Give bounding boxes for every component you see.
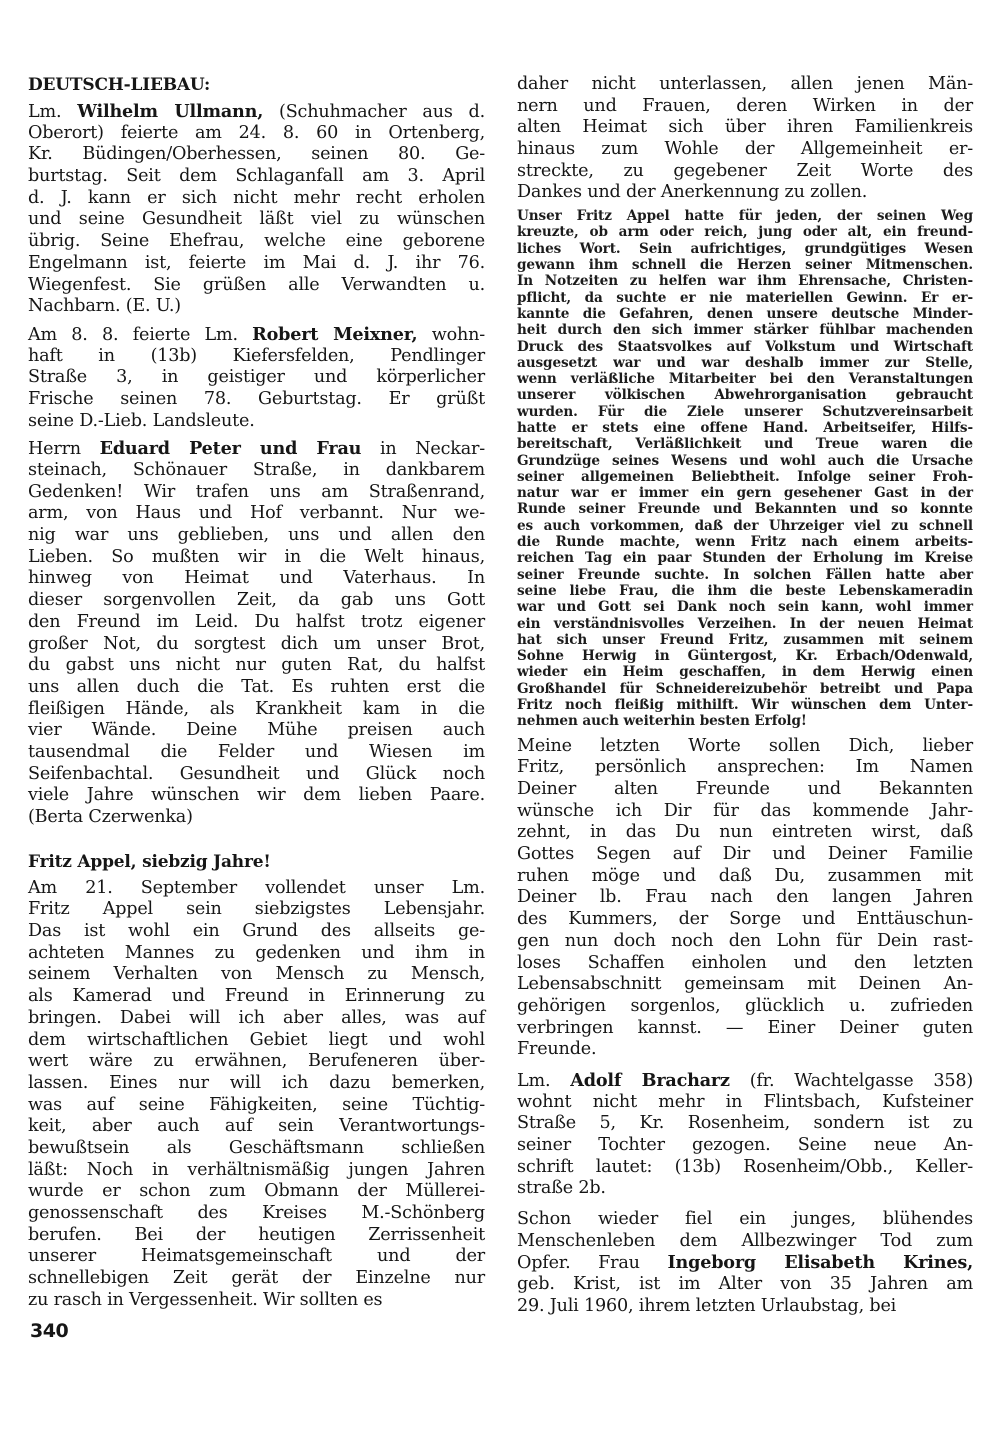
text-run: daher nicht unterlassen, allen jenen Män- [517, 74, 973, 94]
text-line [28, 525, 485, 547]
text-run: seiner Tochter gezogen. Seine neue An- [517, 1135, 973, 1155]
text-run: Straße 3, in geistiger und körperlicher [28, 367, 485, 388]
text-line [28, 482, 485, 504]
text-line [28, 1268, 485, 1290]
paragraph [28, 101, 485, 318]
text-line [28, 367, 485, 389]
text-run: hinaus zum Wohle der Allgemeinheit er- [517, 139, 973, 160]
article-continuation [517, 74, 973, 204]
text-line [517, 736, 973, 758]
text-line [28, 438, 485, 460]
text-line [517, 1113, 973, 1135]
text-line [517, 1209, 973, 1231]
text-line [517, 518, 973, 534]
text-run: unserer Heimatsgemeinschaft und der [28, 1246, 485, 1267]
text-line [28, 699, 485, 721]
text-line [517, 273, 973, 289]
text-run: Nachbarn. (E. U.) [28, 296, 181, 317]
text-line [517, 290, 973, 306]
text-run: seine liebe Frau, die ihm die beste Lebenskameradin [517, 582, 973, 599]
text-run: ruhen möge und daß Du, zusammen mit [517, 865, 973, 886]
text-run: den Freund im Leid. Du halfst trotz eigener [28, 611, 485, 632]
bold-name: Ingeborg Elisabeth Krines, [667, 1252, 973, 1274]
text-line [28, 188, 485, 210]
text-line [517, 648, 973, 664]
article-body [28, 878, 485, 1312]
text-run: streckte, zu gegebener Zeit Worte des [517, 160, 973, 181]
text-run: was auf seine Fähigkeiten, seine Tüchtig- [28, 1094, 485, 1115]
text-line [28, 785, 485, 807]
text-line [517, 208, 973, 224]
text-run: 29. Juli 1960, ihrem letzten Urlaubstag, bei [517, 1295, 897, 1316]
text-line [517, 436, 973, 452]
text-run: wohnt nicht mehr in Flintsbach, Kufsteiner [517, 1091, 973, 1112]
text-run: (Berta Czerwenka) [28, 807, 193, 827]
text-run: großer Not, du sorgtest dich um unser Brot, [28, 633, 485, 654]
text-run: vier Wände. Deine Mühe preisen auch [28, 720, 485, 741]
text-run: Das ist wohl ein Grund des allseits ge- [28, 921, 485, 942]
text-line [28, 296, 485, 318]
text-line [517, 931, 973, 953]
text-run: schrift lautet: (13b) Rosenheim/Obb., Keller- [517, 1156, 973, 1177]
text-run: Lm. [517, 1070, 571, 1091]
text-run: du gabst uns nicht nur guten Rat, du halfst [28, 655, 485, 676]
text-line [28, 1051, 485, 1073]
paragraph [517, 208, 973, 730]
text-line [28, 1095, 485, 1117]
text-line [517, 1135, 973, 1157]
text-run: d. J. kann er sich nicht mehr recht erholen [28, 187, 485, 208]
article-tribute-smallprint [517, 208, 973, 730]
text-line [28, 764, 485, 786]
text-run: gen nun doch noch den Lohn für Dein rast- [517, 930, 973, 951]
right-column [517, 74, 973, 1327]
text-line [28, 1203, 485, 1225]
text-run: liches Wort. Sein aufrichtiges, grundgütiges Wesen [517, 240, 973, 257]
text-line [517, 681, 973, 697]
bold-name: Robert Meixner, [252, 323, 418, 345]
text-run: Lieben. So mußten wir in die Welt hinaus, [28, 546, 485, 567]
text-line [517, 616, 973, 632]
text-line [517, 550, 973, 566]
text-line [517, 161, 973, 183]
text-line [517, 822, 973, 844]
text-run: Seifenbachtal. Gesundheit und Glück noch [28, 763, 485, 784]
text-run: In Notzeiten zu helfen war ihm Ehrensache, Christen- [517, 273, 973, 290]
text-line [28, 253, 485, 275]
text-line [28, 275, 485, 297]
text-line [28, 1290, 485, 1312]
text-run: und seine Gesundheit läßt viel zu wünschen [28, 209, 485, 230]
text-line [517, 306, 973, 322]
text-run: kannte die Gefahren, denen unsere deutsche Minder- [517, 305, 973, 322]
text-line [517, 485, 973, 501]
text-run: wohn- [417, 324, 485, 345]
text-run: ausgesetzt war und war deshalb immer zur Stelle, [517, 354, 973, 371]
text-run: in Neckar- [361, 439, 485, 460]
text-line [28, 943, 485, 965]
text-line [517, 404, 973, 420]
text-run: des Kummers, der Sorge und Enttäuschun- [517, 909, 973, 930]
text-line [28, 1181, 485, 1203]
text-run: wünsche ich Dir für das kommende Jahr- [517, 800, 973, 821]
text-line [517, 1296, 973, 1318]
text-line [517, 469, 973, 485]
text-line [517, 501, 973, 517]
text-run: reichen Tag ein paar Stunden der Erholung im Kreise [517, 550, 973, 567]
text-run: heit durch den sich immer stärker fühlbar machenden [517, 322, 973, 339]
text-run: wenn verläßliche Mitarbeiter bei den Veranstaltungen [517, 371, 973, 388]
text-run: Fritz, persönlich ansprechen: Im Namen [517, 757, 973, 778]
text-line [28, 655, 485, 677]
text-run: alten Heimat sich über ihren Familienkreis [517, 117, 973, 138]
text-run: als Kamerad und Freund in Erinnerung zu [28, 986, 485, 1007]
text-run: Gottes Segen auf Dir und Deiner Familie [517, 844, 973, 865]
left-column [28, 74, 485, 1318]
text-run: fleißigen Hände, als Krankheit kam in die [28, 698, 485, 719]
text-line [517, 1252, 973, 1274]
text-line [517, 534, 973, 550]
text-line [517, 757, 973, 779]
text-line [517, 974, 973, 996]
text-run: gehörigen sorgenlos, glücklich u. zufrieden [517, 995, 973, 1016]
text-run: genossenschaft des Kreises M.-Schönberg [28, 1203, 485, 1223]
text-run: natur war er immer ein gern gesehener Gast in der [517, 485, 973, 502]
text-run: gewann ihm schnell die Herzen seiner Mitmenschen. [517, 257, 973, 274]
text-line [517, 371, 973, 387]
text-run: unserer völkischen Abwehrorganisation gebraucht [517, 387, 973, 404]
text-line [517, 713, 973, 729]
right-paragraphs [517, 736, 973, 1318]
text-line [517, 322, 973, 338]
text-line [517, 996, 973, 1018]
text-line [28, 209, 485, 231]
text-line [28, 324, 485, 346]
text-run: Dankes und der Anerkennung zu zollen. [517, 182, 868, 203]
paragraph [28, 878, 485, 1312]
bold-name: Eduard Peter und Frau [99, 438, 362, 460]
text-run: arm, von Haus und Hof verbannt. Nur we- [28, 503, 485, 524]
text-run: Menschenleben dem Allbezwinger Tod zum [517, 1230, 973, 1251]
text-run: berufen. Bei der heutigen Zerrissenheit [28, 1224, 485, 1245]
text-line [28, 878, 485, 900]
text-line [517, 355, 973, 371]
text-run: seiner Freunde suchte. In solchen Fällen hatte aber [517, 566, 973, 583]
page-number: 340 [30, 1320, 69, 1342]
text-line [517, 339, 973, 355]
text-line [28, 411, 485, 433]
text-line [28, 166, 485, 188]
text-run: es auch vorkommen, daß der Uhrzeiger viel zu schnell [517, 517, 973, 534]
text-line [28, 899, 485, 921]
text-run: wurden. Für die Ziele unserer Schutzvereinsarbeit [517, 403, 973, 420]
text-run: seinem Verhalten von Mensch zu Mensch, [28, 964, 485, 985]
text-line [28, 1030, 485, 1052]
text-line [517, 139, 973, 161]
text-run: nehmen auch weiterhin besten Erfolg! [517, 713, 807, 730]
text-run: Lebensabschnitt gemeinsam mit Deinen An- [517, 974, 973, 995]
text-line [28, 634, 485, 656]
text-line [517, 224, 973, 240]
paragraph [28, 324, 485, 432]
text-run: keit, aber auch auf sein Verantwortungs- [28, 1116, 485, 1137]
text-line [28, 807, 485, 829]
text-run: kreuzte, ob arm oder reich, jung oder alt, ein freund- [517, 224, 973, 241]
text-line [28, 1138, 485, 1160]
text-run: seiner allgemeinen Beliebtheit. Infolge seiner Froh- [517, 468, 973, 485]
text-line [517, 583, 973, 599]
text-run: läßt: Noch in verhältnismäßig jungen Jahren [28, 1159, 485, 1180]
text-run: bringen. Dabei will ich aber alles, was auf [28, 1007, 485, 1028]
text-run: seine D.-Lieb. Landsleute. [28, 410, 255, 431]
text-line [28, 1225, 485, 1247]
text-run: Schon wieder fiel ein junges, blühendes [517, 1209, 973, 1230]
text-line [28, 101, 485, 123]
text-run: verbringen kannst. — Einer Deiner guten [517, 1017, 973, 1038]
text-run: nern und Frauen, deren Wirken in der [517, 95, 973, 116]
text-line [517, 1231, 973, 1253]
text-line [28, 720, 485, 742]
text-line [517, 1070, 973, 1092]
text-run: pflicht, da suchte er nie materiellen Gewinn. Er er- [517, 289, 973, 306]
text-line [28, 568, 485, 590]
text-run: bewußtsein als Geschäftsmann schließen [28, 1137, 485, 1158]
text-line [28, 590, 485, 612]
text-run: Runde seiner Freunde und Bekannten und so konnte [517, 501, 973, 518]
text-run: Frische seinen 78. Geburtstag. Er grüßt [28, 388, 485, 409]
text-line [517, 117, 973, 139]
text-run: übrig. Seine Ehefrau, welche eine geborene [28, 231, 485, 252]
text-line [28, 346, 485, 368]
text-run: schnellebigen Zeit gerät der Einzelne nur [28, 1268, 485, 1289]
text-line [517, 801, 973, 823]
text-run: steinach, Schönauer Straße, in dankbarem [28, 460, 485, 480]
text-run: tausendmal die Felder und Wiesen im [28, 741, 485, 762]
text-run: Lm. [28, 102, 78, 122]
text-run: Sohne Herwig in Güntergost, Kr. Erbach/Odenwald, [517, 648, 973, 665]
text-run: Druck des Staatsvolkes auf Volkstum und Wirtschaft [517, 338, 973, 355]
text-run: straße 2b. [517, 1178, 606, 1199]
text-line [517, 387, 973, 403]
text-run: die Runde machte, wenn Fritz nach einem arbeits- [517, 534, 973, 551]
text-run: (fr. Wachtelgasse 358) [729, 1070, 973, 1091]
text-line [517, 844, 973, 866]
text-line [28, 144, 485, 166]
text-line [28, 1116, 485, 1138]
text-line [28, 231, 485, 253]
text-run: Herrn [28, 439, 100, 460]
text-line [517, 420, 973, 436]
bold-name: Adolf Bracharz [570, 1069, 730, 1091]
section-heading-deutsch-liebau: DEUTSCH-LIEBAU: [28, 75, 211, 95]
text-run: Deiner lb. Frau nach den langen Jahren [517, 887, 973, 908]
text-line [517, 779, 973, 801]
text-run: haft in (13b) Kiefersfelden, Pendlinger [28, 345, 485, 366]
text-run: ein verständnisvolles Verzeihen. In der neuen Heimat [517, 615, 973, 632]
text-run: bereitschaft, Verläßlichkeit und Treue waren die [517, 436, 973, 453]
text-line [517, 74, 973, 96]
text-run: dem wirtschaftlichen Gebiet liegt und wohl [28, 1029, 485, 1050]
text-run: Grundzüge seines Wesens und wohl auch die Ursache [517, 452, 973, 469]
text-line [517, 1274, 973, 1296]
text-run: Großhandel für Schneidereizubehör betreibt und Papa [517, 680, 973, 697]
text-line [517, 953, 973, 975]
text-run: Am 8. 8. feierte Lm. [28, 324, 253, 345]
text-line [517, 257, 973, 273]
text-line [517, 664, 973, 680]
paragraph [517, 1070, 973, 1200]
text-run: burtstag. Seit dem Schlaganfall am 3. April [28, 166, 485, 187]
text-run: Straße 5, Kr. Rosenheim, sondern ist zu [517, 1113, 973, 1134]
paragraph [28, 438, 485, 828]
text-line [517, 599, 973, 615]
text-line [517, 1092, 973, 1114]
left-paragraphs [28, 101, 485, 829]
text-line [28, 986, 485, 1008]
text-line [28, 460, 485, 482]
text-line [28, 742, 485, 764]
bold-name: Wilhelm Ullmann, [77, 101, 264, 122]
text-run: Wiegenfest. Sie grüßen alle Verwandten u. [28, 274, 485, 295]
text-run: Unser Fritz Appel hatte für jeden, der seinen Weg [517, 208, 973, 225]
text-run: uns allen duch die Tat. Es ruhten erst die [28, 676, 485, 697]
text-line [517, 697, 973, 713]
text-run: Engelmann ist, feierte im Mai d. J. ihr 76. [28, 252, 485, 273]
text-line [28, 1160, 485, 1182]
text-run: war und Gott sei Dank noch sein kann, wohl immer [517, 599, 973, 616]
text-line [28, 1073, 485, 1095]
text-run: Opfer. Frau [517, 1253, 668, 1274]
text-line [28, 921, 485, 943]
text-line [517, 453, 973, 469]
article-heading: Fritz Appel, siebzig Jahre! [28, 851, 271, 872]
text-line [517, 1039, 973, 1061]
text-run: wert wäre zu erwähnen, Berufeneren über- [28, 1051, 485, 1072]
text-run: Deiner alten Freunde und Bekannten [517, 779, 973, 799]
text-line [28, 677, 485, 699]
text-line [28, 389, 485, 411]
paragraph [517, 74, 973, 204]
text-run: lassen. Eines nur will ich dazu bemerken, [28, 1072, 485, 1093]
text-run: Oberort) feierte am 24. 8. 60 in Ortenberg, [28, 122, 485, 143]
text-run: wurde er schon zum Obmann der Müllerei- [28, 1181, 485, 1202]
text-run: Fritz noch fleißig mithilft. Wir wünschen dem Unter- [517, 697, 973, 714]
text-run: hatte er stets eine offene Hand. Arbeitseifer, Hilfs- [517, 419, 973, 436]
text-line [517, 96, 973, 118]
text-run: zu rasch in Vergessenheit. Wir sollten es [28, 1289, 383, 1310]
text-run: dieser sorgenvollen Zeit, da gab uns Gott [28, 590, 485, 611]
text-line [517, 1018, 973, 1040]
paragraph [517, 736, 973, 1061]
text-line [28, 1008, 485, 1030]
text-line [28, 612, 485, 634]
text-run: nig war uns geblieben, uns und allen den [28, 525, 485, 546]
paragraph [517, 1209, 973, 1317]
text-run: Fritz Appel sein siebzigstes Lebensjahr. [28, 899, 485, 920]
text-run: achteten Mannes zu gedenken und ihm in [28, 942, 485, 963]
text-run: Am 21. September vollendet unser Lm. [28, 877, 485, 898]
text-run: viele Jahre wünschen wir dem lieben Paare. [28, 785, 485, 806]
text-line [28, 123, 485, 145]
text-run: Kr. Büdingen/Oberhessen, seinen 80. Ge- [28, 144, 485, 165]
text-run: zehnt, in das Du nun eintreten wirst, daß [517, 822, 973, 843]
text-run: geb. Krist, ist im Alter von 35 Jahren am [517, 1274, 973, 1295]
text-line [517, 182, 973, 204]
text-line [517, 1157, 973, 1179]
text-run: Freunde. [517, 1039, 597, 1060]
text-line [517, 567, 973, 583]
text-run: loses Schaffen einholen und den letzten [517, 952, 973, 973]
text-line [517, 632, 973, 648]
text-line [28, 503, 485, 525]
text-line [28, 547, 485, 569]
text-run: hinweg von Heimat und Vaterhaus. In [28, 568, 485, 589]
text-line [28, 1246, 485, 1268]
text-run: hat sich unser Freund Fritz, zusammen mit seinem [517, 631, 973, 648]
text-line [517, 866, 973, 888]
text-run: Meine letzten Worte sollen Dich, lieber [517, 735, 973, 756]
text-line [517, 887, 973, 909]
text-line [517, 909, 973, 931]
text-line [517, 1178, 973, 1200]
text-line [28, 964, 485, 986]
text-run: (Schuhmacher aus d. [263, 102, 486, 122]
text-run: wieder ein Heim geschaffen, in dem Herwig einen [517, 664, 973, 681]
text-line [517, 241, 973, 257]
text-run: Gedenken! Wir trafen uns am Straßenrand, [28, 481, 485, 502]
